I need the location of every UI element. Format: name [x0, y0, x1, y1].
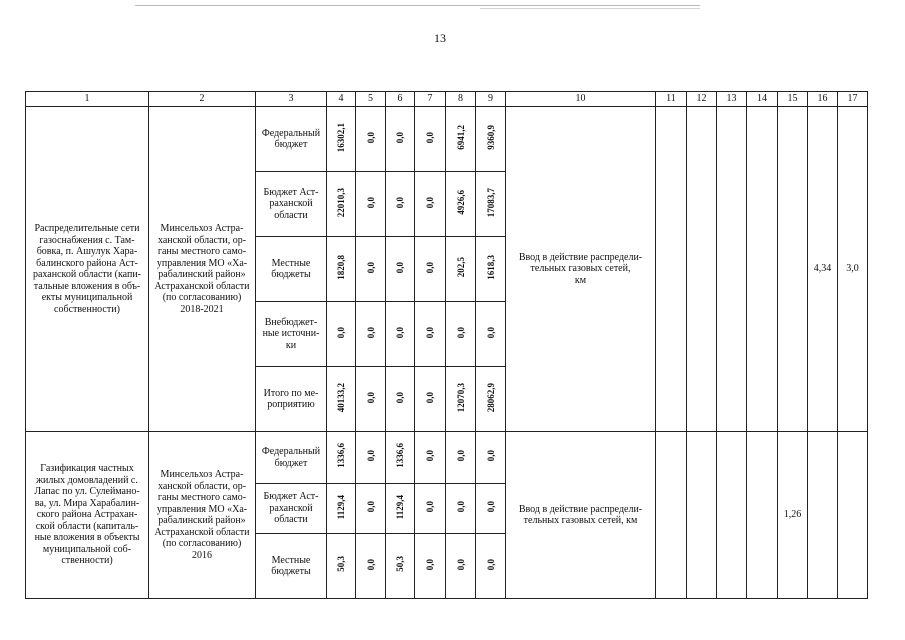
amount-value: 4926,6: [455, 189, 466, 215]
amount-value: 6941,2: [455, 124, 466, 150]
target-cell: [656, 107, 687, 432]
amount-cell: [415, 107, 446, 172]
amount-cell: [327, 302, 356, 367]
amount-value: 202,5: [455, 257, 466, 278]
amount-cell: [386, 107, 415, 172]
amount-cell: [446, 172, 476, 237]
amount-cell: [476, 534, 506, 599]
amount-cell: [386, 534, 415, 599]
amount-cell: [386, 172, 415, 237]
amount-value: 0,0: [425, 131, 435, 143]
program-measures-table: [25, 91, 868, 599]
target-cell: [656, 432, 687, 599]
header-cell: 10: [506, 92, 656, 107]
target-cell: [778, 107, 808, 432]
amount-value: 0,0: [425, 450, 435, 462]
amount-value: 1618,3: [485, 254, 496, 280]
amount-cell: [327, 484, 356, 534]
table-row: [26, 432, 868, 484]
amount-cell: [446, 534, 476, 599]
amount-value: 0,0: [365, 261, 376, 273]
amount-cell: [415, 432, 446, 484]
amount-cell: [476, 432, 506, 484]
amount-value: 0,0: [365, 326, 376, 338]
header-cell: 17: [838, 92, 868, 107]
amount-value: 0,0: [395, 196, 405, 208]
amount-cell: [356, 172, 386, 237]
header-cell: 3: [256, 92, 327, 107]
amount-value: 0,0: [365, 196, 376, 208]
amount-value: 0,0: [425, 261, 435, 273]
amount-cell: [356, 302, 386, 367]
amount-value: 0,0: [485, 558, 496, 570]
amount-value: 0,0: [365, 558, 376, 570]
funding-source-cell: Федеральный бюджет: [256, 107, 327, 172]
amount-cell: [446, 107, 476, 172]
header-cell: 13: [717, 92, 747, 107]
target-cell: [838, 432, 868, 599]
amount-value: 28062,9: [485, 382, 496, 412]
amount-value: 0,0: [365, 391, 376, 403]
amount-cell: [446, 367, 476, 432]
target-cell: [717, 432, 747, 599]
amount-cell: [327, 367, 356, 432]
executor-cell: Минсельхоз Астра- ханской области, ор- ганы местного само- управления МО «Ха- рабалинский район» Астраханской области (по согласованию) 2016: [149, 432, 256, 599]
amount-value: 1336,6: [336, 443, 346, 469]
scan-edge-line: [480, 8, 700, 9]
amount-cell: [356, 484, 386, 534]
header-cell: 7: [415, 92, 446, 107]
amount-value: 1129,4: [336, 494, 346, 519]
amount-cell: [327, 237, 356, 302]
amount-cell: [446, 237, 476, 302]
amount-value: 16302,1: [336, 122, 346, 152]
amount-value: 0,0: [395, 131, 405, 143]
amount-value: 0,0: [485, 450, 496, 462]
amount-cell: [415, 367, 446, 432]
header-cell: 9: [476, 92, 506, 107]
amount-value: 0,0: [485, 501, 496, 513]
table-row: [26, 107, 868, 172]
funding-source-cell: Внебюджет- ные источни- ки: [256, 302, 327, 367]
amount-cell: [415, 484, 446, 534]
amount-value: 0,0: [365, 131, 376, 143]
amount-cell: [415, 302, 446, 367]
header-cell: 5: [356, 92, 386, 107]
amount-cell: [446, 484, 476, 534]
target-cell: [717, 107, 747, 432]
amount-value: 0,0: [336, 326, 346, 338]
header-cell: 14: [747, 92, 778, 107]
header-cell: 8: [446, 92, 476, 107]
table-header-row: [26, 92, 868, 107]
target-cell: [687, 432, 717, 599]
amount-cell: [476, 172, 506, 237]
amount-value: 0,0: [455, 450, 466, 462]
funding-source-cell: Федеральный бюджет: [256, 432, 327, 484]
amount-value: 0,0: [395, 391, 405, 403]
amount-cell: [327, 534, 356, 599]
amount-value: 9360,9: [485, 124, 496, 150]
amount-cell: [415, 237, 446, 302]
amount-cell: [476, 367, 506, 432]
amount-value: 1820,8: [336, 254, 346, 280]
indicator-cell: Ввод в действие распредели- тельных газовых сетей, км: [506, 107, 656, 432]
amount-value: 0,0: [455, 558, 466, 570]
target-cell: [687, 107, 717, 432]
amount-cell: [356, 107, 386, 172]
funding-source-cell: Бюджет Аст- раханской области: [256, 484, 327, 534]
amount-value: 50,3: [395, 556, 405, 573]
amount-cell: [386, 432, 415, 484]
executor-cell: Минсельхоз Астра- ханской области, ор- ганы местного само- управления МО «Ха- рабалинский район» Астраханской области (по согласованию) 2018-2021: [149, 107, 256, 432]
amount-cell: [446, 432, 476, 484]
amount-cell: [356, 432, 386, 484]
target-cell: 1,26: [778, 432, 808, 599]
amount-value: 0,0: [365, 450, 376, 462]
amount-cell: [476, 302, 506, 367]
amount-cell: [356, 367, 386, 432]
amount-cell: [327, 432, 356, 484]
scan-edge-line: [135, 5, 700, 6]
funding-source-cell: Местные бюджеты: [256, 237, 327, 302]
amount-value: 0,0: [365, 501, 376, 513]
header-cell: 16: [808, 92, 838, 107]
amount-cell: [327, 107, 356, 172]
amount-cell: [356, 534, 386, 599]
target-cell: [747, 107, 778, 432]
target-cell: 3,0: [838, 107, 868, 432]
amount-cell: [476, 237, 506, 302]
amount-value: 12070,3: [455, 382, 466, 412]
amount-cell: [476, 484, 506, 534]
amount-value: 22010,3: [336, 187, 346, 217]
amount-value: 17083,7: [485, 187, 496, 217]
amount-value: 40133,2: [336, 382, 346, 412]
amount-cell: [386, 367, 415, 432]
amount-value: 1336,6: [395, 443, 405, 469]
header-cell: 4: [327, 92, 356, 107]
page-number: 13: [434, 31, 446, 45]
amount-cell: [386, 484, 415, 534]
funding-source-cell: Бюджет Аст- раханской области: [256, 172, 327, 237]
target-cell: [747, 432, 778, 599]
amount-value: 0,0: [425, 501, 435, 513]
funding-source-cell: Местные бюджеты: [256, 534, 327, 599]
amount-cell: [415, 172, 446, 237]
header-cell: 6: [386, 92, 415, 107]
amount-value: 50,3: [336, 556, 346, 573]
amount-cell: [476, 107, 506, 172]
header-cell: 2: [149, 92, 256, 107]
amount-cell: [356, 237, 386, 302]
amount-cell: [386, 237, 415, 302]
indicator-cell: Ввод в действие распредели- тельных газовых сетей, км: [506, 432, 656, 599]
header-cell: 12: [687, 92, 717, 107]
amount-value: 0,0: [455, 501, 466, 513]
object-name-cell: Газификация частных жилых домовладений с. Лапас по ул. Сулеймано- ва, ул. Мира Харабалин- ского района Астрахан- ской области (капиталь- ные вложения в объекты муниципальной соб- ственности): [26, 432, 149, 599]
amount-value: 0,0: [395, 326, 405, 338]
amount-value: 0,0: [425, 326, 435, 338]
amount-value: 0,0: [485, 326, 496, 338]
amount-value: 0,0: [425, 558, 435, 570]
target-cell: [808, 432, 838, 599]
header-cell: 11: [656, 92, 687, 107]
amount-value: 0,0: [455, 326, 466, 338]
amount-cell: [327, 172, 356, 237]
header-cell: 1: [26, 92, 149, 107]
amount-value: 0,0: [395, 261, 405, 273]
amount-value: 0,0: [425, 391, 435, 403]
header-cell: 15: [778, 92, 808, 107]
amount-cell: [415, 534, 446, 599]
amount-cell: [386, 302, 415, 367]
amount-value: 1129,4: [395, 494, 405, 519]
amount-cell: [446, 302, 476, 367]
amount-value: 0,0: [425, 196, 435, 208]
target-cell: 4,34: [808, 107, 838, 432]
object-name-cell: Распределительные сети газоснабжения с. Там- бовка, п. Ашулук Хара- балинского района Аст- раханской области (капи- тальные вложения в объ- екты муниципальной собственности): [26, 107, 149, 432]
funding-source-cell: Итого по ме- роприятию: [256, 367, 327, 432]
